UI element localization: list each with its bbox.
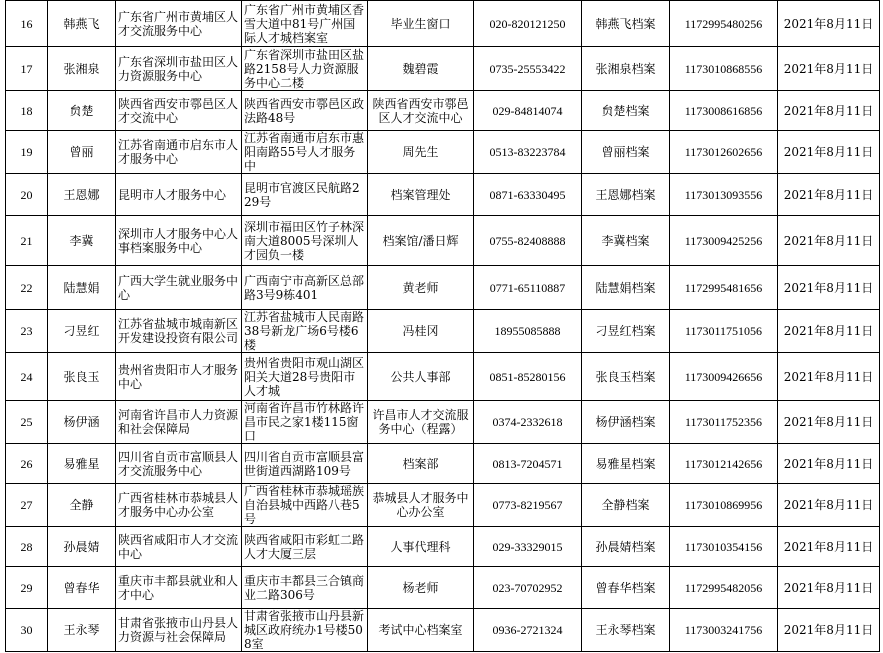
contact-phone-cell: 023-70702952 [474, 567, 582, 609]
row-number-cell: 22 [6, 266, 48, 310]
person-name-cell: 张良玉 [48, 353, 116, 401]
receiving-unit-cell: 广西省桂林市恭城县人才服务中心办公室 [116, 484, 242, 527]
contact-person-cell: 档案馆/潘日辉 [368, 216, 474, 266]
contact-person-cell: 档案管理处 [368, 174, 474, 216]
contact-phone-cell: 0773-8219567 [474, 484, 582, 527]
contact-phone-cell: 0513-83223784 [474, 131, 582, 174]
row-number-cell: 28 [6, 527, 48, 567]
row-number-cell: 30 [6, 609, 48, 652]
mailing-address-cell: 昆明市官渡区民航路229号 [242, 174, 368, 216]
contact-phone-cell: 029-33329015 [474, 527, 582, 567]
recipient-label-cell: 易雅星档案 [582, 444, 670, 484]
row-number-cell: 29 [6, 567, 48, 609]
row-number-cell: 21 [6, 216, 48, 266]
recipient-label-cell: 张良玉档案 [582, 353, 670, 401]
send-date-cell: 2021年8月11日 [778, 609, 880, 652]
table-row [6, 567, 880, 609]
send-date-cell: 2021年8月11日 [778, 401, 880, 444]
person-name-cell: 全静 [48, 484, 116, 527]
receiving-unit-cell: 重庆市丰都县就业和人才中心 [116, 567, 242, 609]
tracking-number-cell: 1173011752356 [670, 401, 778, 444]
recipient-label-cell: 贠楚档案 [582, 91, 670, 131]
tracking-number-cell: 1173011751056 [670, 310, 778, 353]
row-number-cell: 20 [6, 174, 48, 216]
send-date-cell: 2021年8月11日 [778, 266, 880, 310]
tracking-number-cell: 1173010869956 [670, 484, 778, 527]
send-date-cell: 2021年8月11日 [778, 131, 880, 174]
contact-person-cell: 周先生 [368, 131, 474, 174]
receiving-unit-cell: 江苏省盐城市城南新区开发建设投资有限公司 [116, 310, 242, 353]
send-date-cell: 2021年8月11日 [778, 527, 880, 567]
table-row [6, 401, 880, 444]
table-body [6, 1, 880, 652]
tracking-number-cell: 1173010354156 [670, 527, 778, 567]
receiving-unit-cell: 广东省深圳市盐田区人力资源服务中心 [116, 47, 242, 91]
contact-phone-cell: 0735-25553422 [474, 47, 582, 91]
person-name-cell: 王恩娜 [48, 174, 116, 216]
person-name-cell: 曾春华 [48, 567, 116, 609]
send-date-cell: 2021年8月11日 [778, 91, 880, 131]
receiving-unit-cell: 广西大学生就业服务中心 [116, 266, 242, 310]
tracking-number-cell: 1173003241756 [670, 609, 778, 652]
person-name-cell: 张湘泉 [48, 47, 116, 91]
tracking-number-cell: 1172995481656 [670, 266, 778, 310]
contact-person-cell: 冯桂冈 [368, 310, 474, 353]
mailing-address-cell: 甘肃省张掖市山丹县新城区政府统办1号楼508室 [242, 609, 368, 652]
table-row [6, 484, 880, 527]
recipient-label-cell: 王永琴档案 [582, 609, 670, 652]
recipient-label-cell: 李冀档案 [582, 216, 670, 266]
table-row [6, 266, 880, 310]
contact-person-cell: 恭城县人才服务中心办公室 [368, 484, 474, 527]
person-name-cell: 韩燕飞 [48, 1, 116, 47]
contact-person-cell: 杨老师 [368, 567, 474, 609]
send-date-cell: 2021年8月11日 [778, 353, 880, 401]
contact-phone-cell: 0851-85280156 [474, 353, 582, 401]
send-date-cell: 2021年8月11日 [778, 1, 880, 47]
contact-person-cell: 毕业生窗口 [368, 1, 474, 47]
row-number-cell: 27 [6, 484, 48, 527]
tracking-number-cell: 1173008616856 [670, 91, 778, 131]
recipient-label-cell: 曾春华档案 [582, 567, 670, 609]
contact-phone-cell: 0374-2332618 [474, 401, 582, 444]
send-date-cell: 2021年8月11日 [778, 174, 880, 216]
tracking-number-cell: 1173010868556 [670, 47, 778, 91]
table-row [6, 174, 880, 216]
recipient-label-cell: 张湘泉档案 [582, 47, 670, 91]
contact-person-cell: 考试中心档案室 [368, 609, 474, 652]
table-row [6, 216, 880, 266]
contact-person-cell: 魏碧霞 [368, 47, 474, 91]
person-name-cell: 李冀 [48, 216, 116, 266]
mailing-address-cell: 广西南宁市高新区总部路3号9栋401 [242, 266, 368, 310]
receiving-unit-cell: 广东省广州市黄埔区人才交流服务中心 [116, 1, 242, 47]
tracking-number-cell: 1173009426656 [670, 353, 778, 401]
receiving-unit-cell: 深圳市人才服务中心人事档案服务中心 [116, 216, 242, 266]
mailing-address-cell: 贵州省贵阳市观山湖区阳关大道28号贵阳市人才城 [242, 353, 368, 401]
table-row [6, 527, 880, 567]
tracking-number-cell: 1173013093556 [670, 174, 778, 216]
row-number-cell: 25 [6, 401, 48, 444]
mailing-address-cell: 广东省深圳市盐田区盐路2158号人力资源服务中心二楼 [242, 47, 368, 91]
row-number-cell: 19 [6, 131, 48, 174]
contact-person-cell: 黄老师 [368, 266, 474, 310]
row-number-cell: 18 [6, 91, 48, 131]
mailing-address-cell: 江苏省盐城市人民南路38号新龙广场6号楼6楼 [242, 310, 368, 353]
contact-person-cell: 陕西省西安市鄠邑区人才交流中心 [368, 91, 474, 131]
mailing-address-cell: 四川省自贡市富顺县富世街道西湖路109号 [242, 444, 368, 484]
person-name-cell: 易雅星 [48, 444, 116, 484]
contact-phone-cell: 029-84814074 [474, 91, 582, 131]
table-row [6, 131, 880, 174]
person-name-cell: 曾丽 [48, 131, 116, 174]
mailing-address-cell: 广西省桂林市恭城瑶族自治县城中西路八巷5号 [242, 484, 368, 527]
send-date-cell: 2021年8月11日 [778, 567, 880, 609]
contact-phone-cell: 0871-63330495 [474, 174, 582, 216]
mailing-address-cell: 河南省许昌市竹林路许昌市民之家1楼115窗口 [242, 401, 368, 444]
receiving-unit-cell: 贵州省贵阳市人才服务中心 [116, 353, 242, 401]
contact-phone-cell: 0813-7204571 [474, 444, 582, 484]
recipient-label-cell: 王恩娜档案 [582, 174, 670, 216]
mailing-address-cell: 广东省广州市黄埔区香雪大道中81号广州国际人才城档案室 [242, 1, 368, 47]
recipient-label-cell: 韩燕飞档案 [582, 1, 670, 47]
send-date-cell: 2021年8月11日 [778, 47, 880, 91]
table-row [6, 91, 880, 131]
person-name-cell: 王永琴 [48, 609, 116, 652]
send-date-cell: 2021年8月11日 [778, 310, 880, 353]
recipient-label-cell: 刁昱红档案 [582, 310, 670, 353]
recipient-label-cell: 孙晨婧档案 [582, 527, 670, 567]
mailing-address-cell: 重庆市丰都县三合镇商业二路306号 [242, 567, 368, 609]
person-name-cell: 陆慧娟 [48, 266, 116, 310]
receiving-unit-cell: 甘肃省张掖市山丹县人力资源与社会保障局 [116, 609, 242, 652]
person-name-cell: 孙晨婧 [48, 527, 116, 567]
table-row [6, 47, 880, 91]
table-row [6, 353, 880, 401]
contact-phone-cell: 0755-82408888 [474, 216, 582, 266]
contact-phone-cell: 0936-2721324 [474, 609, 582, 652]
receiving-unit-cell: 四川省自贡市富顺县人才交流服务中心 [116, 444, 242, 484]
mailing-address-cell: 陕西省咸阳市彩虹二路人才大厦三层 [242, 527, 368, 567]
row-number-cell: 17 [6, 47, 48, 91]
recipient-label-cell: 陆慧娟档案 [582, 266, 670, 310]
table-row [6, 609, 880, 652]
tracking-number-cell: 1173012602656 [670, 131, 778, 174]
receiving-unit-cell: 昆明市人才服务中心 [116, 174, 242, 216]
tracking-number-cell: 1173012142656 [670, 444, 778, 484]
receiving-unit-cell: 陕西省西安市鄠邑区人才交流中心 [116, 91, 242, 131]
mailing-address-cell: 江苏省南通市启东市惠阳南路55号人才服务中 [242, 131, 368, 174]
send-date-cell: 2021年8月11日 [778, 216, 880, 266]
person-name-cell: 杨伊涵 [48, 401, 116, 444]
recipient-label-cell: 全静档案 [582, 484, 670, 527]
table-row [6, 310, 880, 353]
archive-transfer-table [5, 0, 880, 652]
receiving-unit-cell: 江苏省南通市启东市人才服务中心 [116, 131, 242, 174]
send-date-cell: 2021年8月11日 [778, 484, 880, 527]
contact-person-cell: 档案部 [368, 444, 474, 484]
send-date-cell: 2021年8月11日 [778, 444, 880, 484]
recipient-label-cell: 杨伊涵档案 [582, 401, 670, 444]
table-row [6, 1, 880, 47]
contact-person-cell: 许昌市人才交流服务中心（程露） [368, 401, 474, 444]
mailing-address-cell: 陕西省西安市鄠邑区政法路48号 [242, 91, 368, 131]
tracking-number-cell: 1172995482056 [670, 567, 778, 609]
person-name-cell: 刁昱红 [48, 310, 116, 353]
contact-phone-cell: 18955085888 [474, 310, 582, 353]
tracking-number-cell: 1172995480256 [670, 1, 778, 47]
person-name-cell: 贠楚 [48, 91, 116, 131]
recipient-label-cell: 曾丽档案 [582, 131, 670, 174]
row-number-cell: 16 [6, 1, 48, 47]
contact-person-cell: 公共人事部 [368, 353, 474, 401]
receiving-unit-cell: 陕西省咸阳市人才交流中心 [116, 527, 242, 567]
mailing-address-cell: 深圳市福田区竹子林深南大道8005号深圳人才园负一楼 [242, 216, 368, 266]
contact-phone-cell: 020-820121250 [474, 1, 582, 47]
row-number-cell: 26 [6, 444, 48, 484]
table-row [6, 444, 880, 484]
contact-person-cell: 人事代理科 [368, 527, 474, 567]
row-number-cell: 24 [6, 353, 48, 401]
receiving-unit-cell: 河南省许昌市人力资源和社会保障局 [116, 401, 242, 444]
row-number-cell: 23 [6, 310, 48, 353]
contact-phone-cell: 0771-65110887 [474, 266, 582, 310]
tracking-number-cell: 1173009425256 [670, 216, 778, 266]
